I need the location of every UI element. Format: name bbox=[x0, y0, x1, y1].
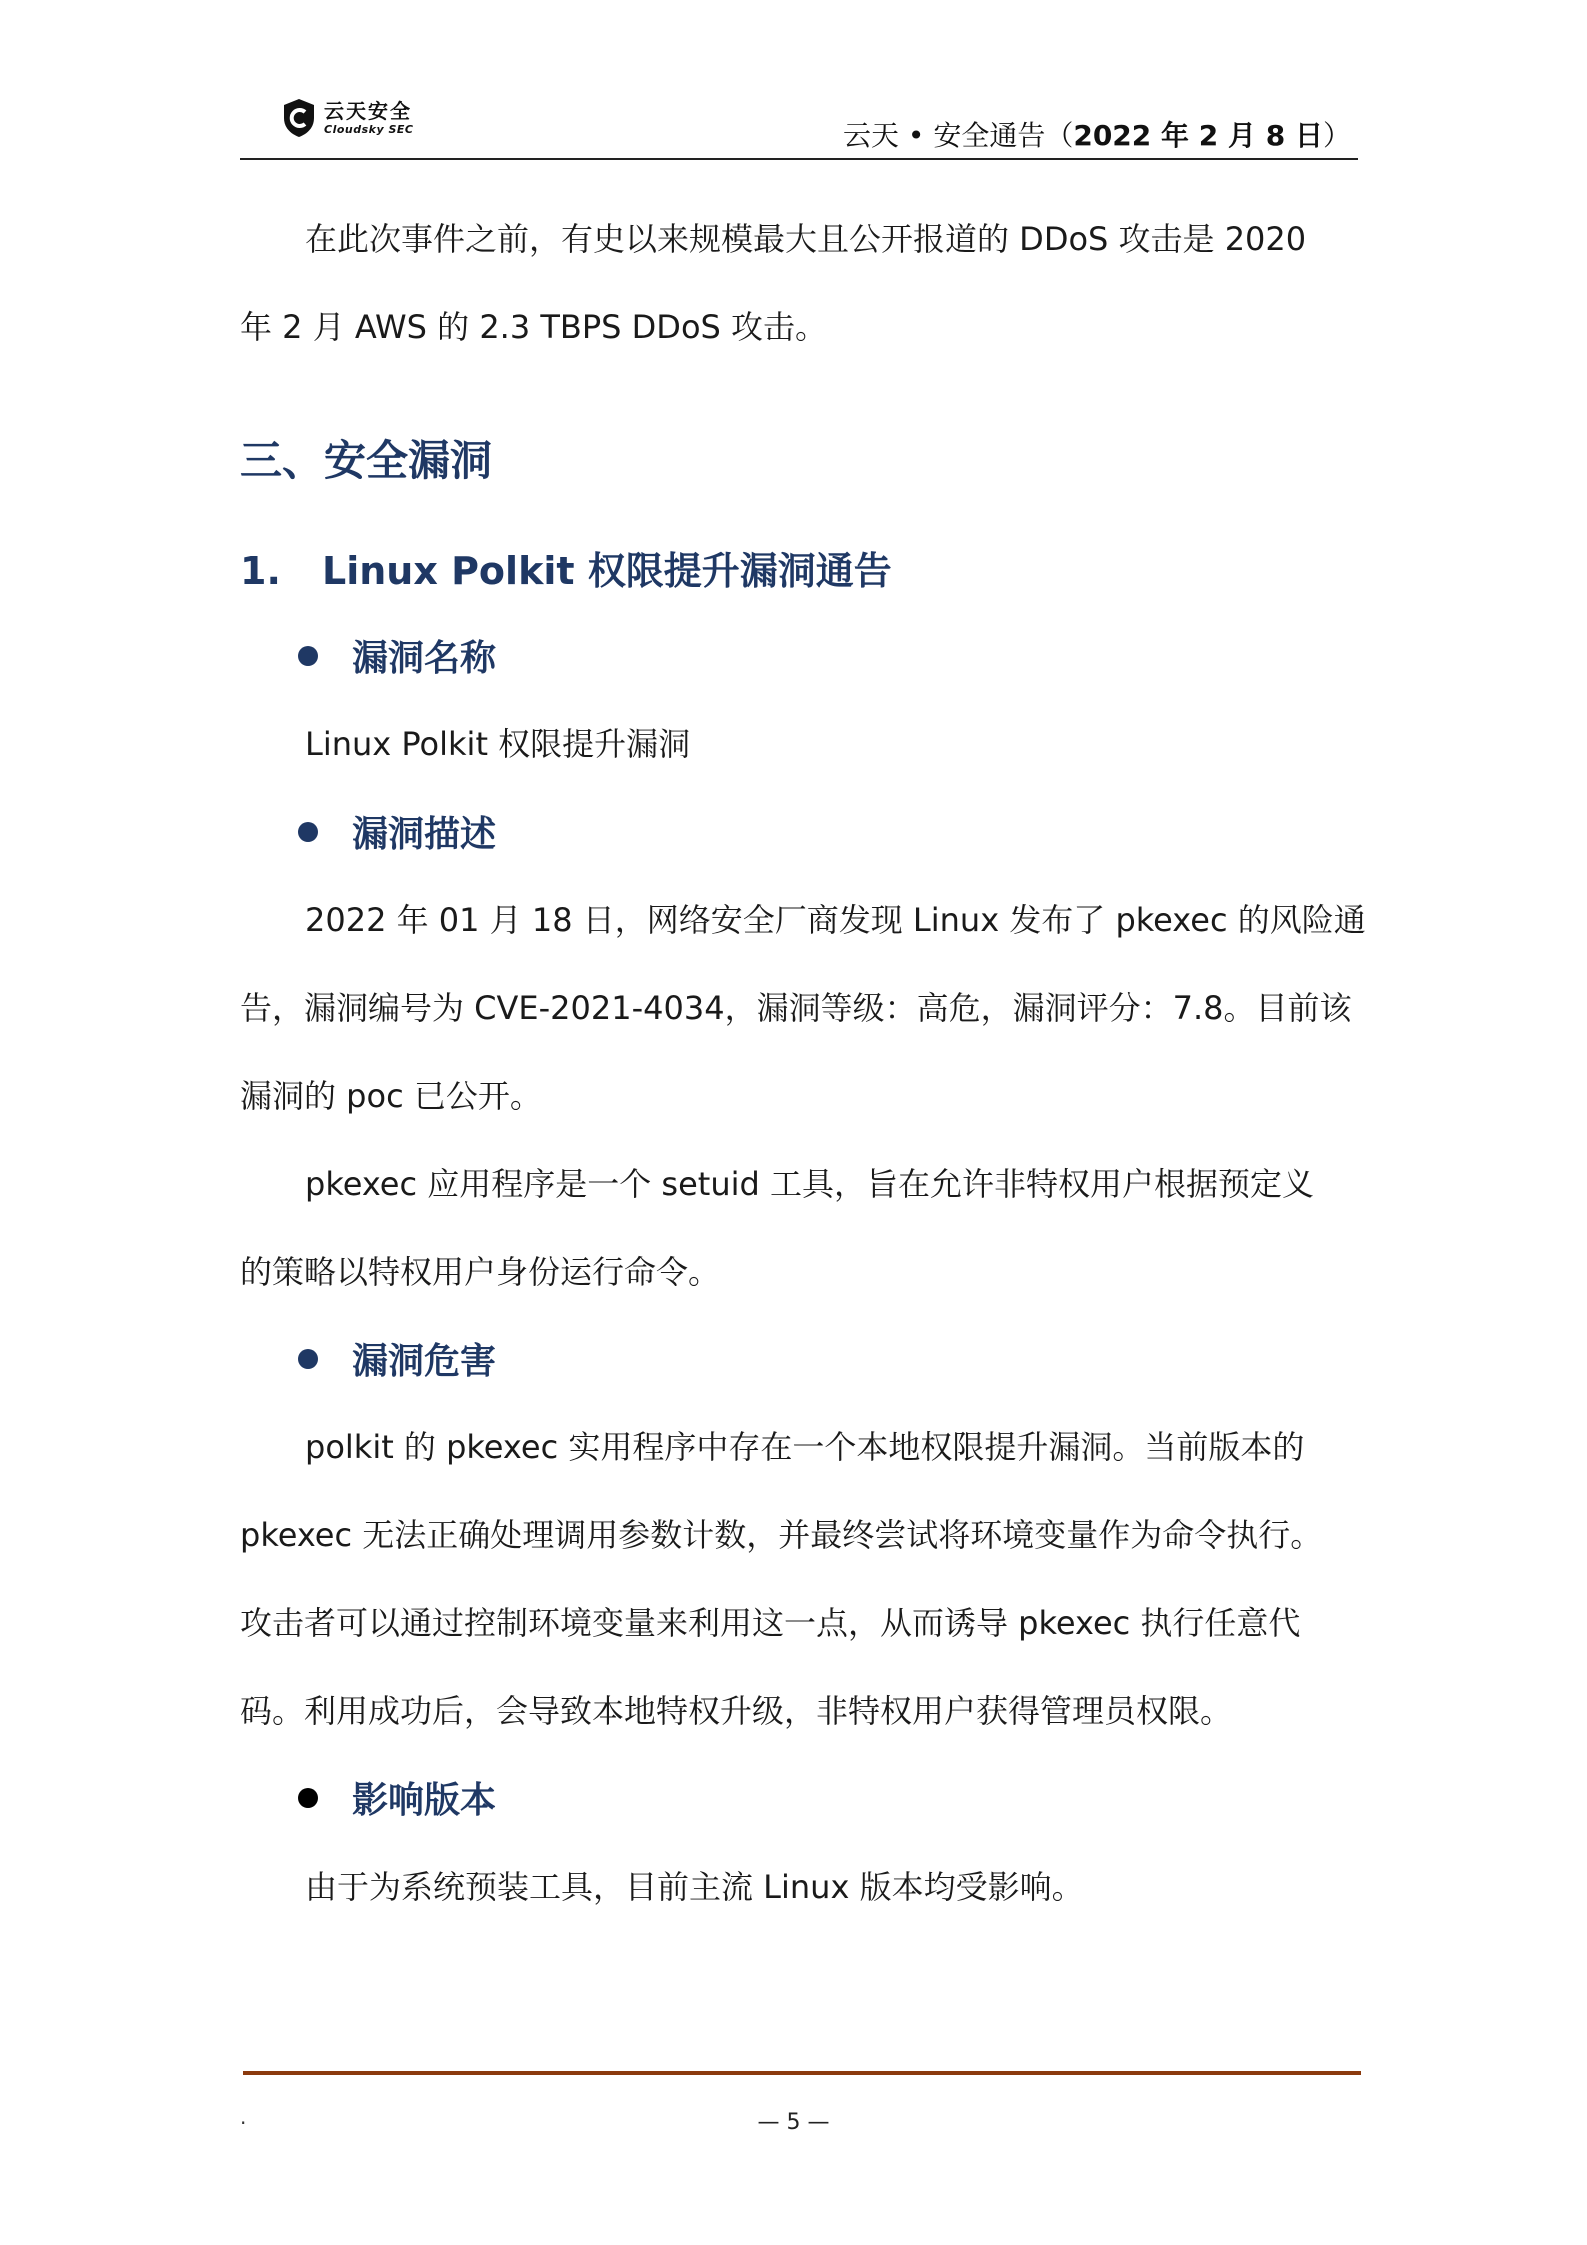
text-line: 在此次事件之前，有史以来规模最大且公开报道的 DDoS 攻击是 2020 bbox=[305, 220, 1307, 258]
footer-divider bbox=[243, 2071, 1361, 2075]
bullet-dot-icon bbox=[298, 646, 318, 666]
header-divider bbox=[240, 158, 1358, 160]
text-line: pkexec 无法正确处理调用参数计数，并最终尝试将环境变量作为命令执行。 bbox=[240, 1516, 1323, 1554]
bullet-dot-icon bbox=[298, 822, 318, 842]
vuln-desc-paragraph-1 bbox=[240, 876, 1366, 1140]
logo-cn-text: 云天安全 bbox=[324, 99, 412, 123]
bullet-dot-icon bbox=[298, 1788, 318, 1808]
text-line: 攻击者可以通过控制环境变量来利用这一点，从而诱导 pkexec 执行任意代 bbox=[240, 1604, 1301, 1642]
vuln-harm-paragraph bbox=[240, 1403, 1340, 1755]
footer-dot: . bbox=[240, 2105, 247, 2129]
vuln-name-paragraph bbox=[240, 700, 1340, 788]
bullet-heading-text: 漏洞描述 bbox=[352, 814, 497, 855]
bullet-heading-vuln-desc bbox=[298, 806, 496, 857]
affected-paragraph bbox=[240, 1843, 1340, 1931]
text-line: pkexec 应用程序是一个 setuid 工具，旨在允许非特权用户根据预定义 bbox=[305, 1165, 1314, 1203]
text-line: 2022 年 01 月 18 日，网络安全厂商发现 Linux 发布了 pkexec 的风险通 bbox=[305, 901, 1366, 939]
header-title bbox=[843, 114, 1351, 154]
subsection-title-text: Linux Polkit 权限提升漏洞通告 bbox=[322, 549, 892, 593]
bullet-heading-text: 影响版本 bbox=[352, 1780, 497, 1821]
logo-en-text: Cloudsky SEC bbox=[324, 123, 414, 136]
text-line: 漏洞的 poc 已公开。 bbox=[240, 1077, 542, 1115]
text-line: polkit 的 pkexec 实用程序中存在一个本地权限提升漏洞。当前版本的 bbox=[305, 1428, 1305, 1466]
shield-logo-icon bbox=[282, 98, 316, 138]
bullet-heading-text: 漏洞名称 bbox=[352, 638, 497, 679]
text-line: 告，漏洞编号为 CVE-2021-4034，漏洞等级：高危，漏洞评分：7.8。目前该 bbox=[240, 989, 1352, 1027]
header-title-prefix: 云天 • 安全通告（ bbox=[843, 119, 1074, 152]
bullet-heading-vuln-harm bbox=[298, 1333, 496, 1384]
subsection-number: 1. bbox=[240, 549, 281, 593]
text-line: 码。利用成功后，会导致本地特权升级，非特权用户获得管理员权限。 bbox=[240, 1692, 1233, 1730]
header-title-date: 2022 年 2 月 8 日 bbox=[1073, 119, 1323, 152]
page-number: — 5 — bbox=[757, 2110, 830, 2135]
bullet-heading-text: 漏洞危害 bbox=[352, 1341, 497, 1382]
company-logo bbox=[282, 98, 413, 138]
bullet-heading-vuln-name bbox=[298, 630, 496, 681]
text-line: 的策略以特权用户身份运行命令。 bbox=[240, 1253, 721, 1291]
text-line: 年 2 月 AWS 的 2.3 TBPS DDoS 攻击。 bbox=[240, 308, 828, 346]
section-title: 三、安全漏洞 bbox=[240, 436, 493, 485]
bullet-heading-affected bbox=[298, 1772, 496, 1823]
vuln-desc-paragraph-2 bbox=[240, 1140, 1340, 1316]
subsection-title bbox=[240, 540, 892, 595]
header-title-suffix: ） bbox=[1322, 119, 1351, 152]
text-line: 由于为系统预装工具，目前主流 Linux 版本均受影响。 bbox=[305, 1868, 1084, 1906]
text-line: Linux Polkit 权限提升漏洞 bbox=[305, 725, 691, 763]
bullet-dot-icon bbox=[298, 1349, 318, 1369]
intro-paragraph bbox=[240, 195, 1340, 371]
